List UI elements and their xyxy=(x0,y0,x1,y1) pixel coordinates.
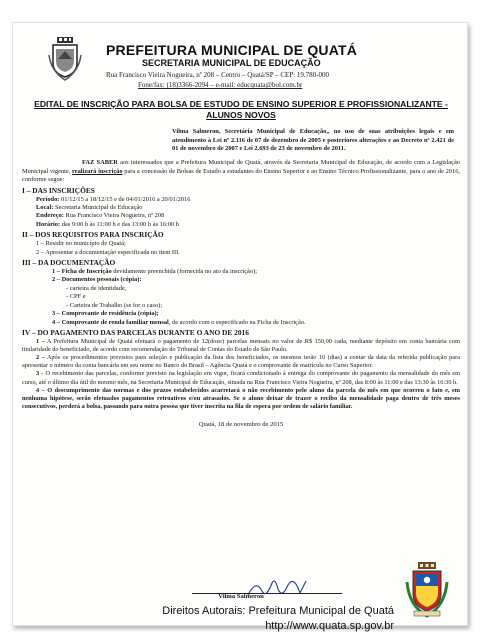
local-label: Local: xyxy=(36,204,54,212)
letterhead xyxy=(22,33,460,95)
doc-item-4 xyxy=(22,319,460,327)
doc-item-1-value: devidamente preenchida (fornecida no ato da inscrição); xyxy=(111,267,257,275)
document-content xyxy=(22,33,460,621)
org-address: Rua Francisco Vieira Nogueira, nº 208 – Centro – Quatá/SP – CEP: 19.780-000 xyxy=(106,71,329,79)
hours-value: das 9:00 h às 11:00 h e das 13:00 h às 16:00 h xyxy=(60,220,180,228)
p3-text: O recebimento das parcelas, conforme previsto na legislação em vigor, ficará condicionado à entrega do comprovante do pagamento da mensalidade do mês em curso, até o último dia útil do mesmo mês, na Secretaria Municipal de Educação, situada na Rua Francisco Vieira Nogueira, nº 208, das 8:00 às 11:00 e das 13:30 às 16:30 h. xyxy=(22,370,460,386)
requisito-2: 2 – Apresentar a documentação especificada no item III. xyxy=(36,248,180,256)
doc-identidade: - carteira de identidade, xyxy=(66,284,127,292)
pagamento-paragraph-1 xyxy=(22,338,460,354)
section-pagamento-title: IV – DO PAGAMENTO DAS PARCELAS DURANTE O ANO DE 2016 xyxy=(22,328,249,337)
org-contact: Fone/fax: (18)3366-2094 – e-mail: educquata@bol.com.br xyxy=(138,81,303,89)
intro-text-2: para a concessão de Bolsas de Estudo a estudantes do Ensino Superior e ao Ensino Técnico Profissionalizante, para o ano de 2016, conforme segue: xyxy=(22,167,460,184)
intro-text-1: aos interessados que a Prefeitura Municipal de Quatá, através da Secretaria Municipal de Educação, de acordo com a Legislação Municipal vigente, xyxy=(22,159,460,175)
hours-label: Horário: xyxy=(36,220,61,228)
requisito-1: 1 – Residir no município de Quatá; xyxy=(36,240,126,248)
p1-text: A Prefeitura Municipal de Quatá efetuará o pagamento de 12(doze) parcelas mensais no valor de R$ 150,00 cada, mediante depósito em conta bancária com titularidade do beneficiado, de acordo com recomendação do Tribunal de Contas do Estado de São Paulo. xyxy=(22,337,460,353)
p2-number: 2 – xyxy=(36,354,45,362)
p3-number: 3 - xyxy=(36,370,44,378)
website-link[interactable]: http://www.quata.sp.gov.br xyxy=(265,620,394,632)
intro-lead: FAZ SABER xyxy=(82,159,118,167)
pagamento-paragraph-2 xyxy=(22,354,460,370)
org-subtitle: SECRETARIA MUNICIPAL DE EDUCAÇÃO xyxy=(142,58,321,68)
doc-item-4-value: , de acordo com o especificado na Ficha de Inscrição. xyxy=(168,318,306,326)
doc-item-4-label: 4 – Comprovante de renda familiar mensal xyxy=(52,318,169,326)
section-inscricoes-title: I – DAS INSCRIÇÕES xyxy=(22,185,95,195)
edital-title: EDITAL DE INSCRIÇÃO PARA BOLSA DE ESTUDO DE ENSINO SUPERIOR E PROFISSIONALIZANTE - ALUNOS NOVOS xyxy=(34,99,448,120)
org-title: PREFEITURA MUNICIPAL DE QUATÁ xyxy=(106,42,358,58)
section-documentacao-title: III – DA DOCUMENTAÇÃO xyxy=(22,258,116,268)
intro-paragraph xyxy=(22,159,460,184)
local-row xyxy=(22,204,460,212)
p2-text: Após os procedimentos previstos para seleção e publicação da lista dos beneficiados, os mesmos terão 10 (dias) a contar da data da referida publicação para apresentar o número da conta bancária em seu nome no Banco do Brasil – Agência Quatá e o comprovante de matrícula no Curso Superior. xyxy=(22,354,460,370)
copyright-line: Direitos Autorais: Prefeitura Municipal de Quatá xyxy=(162,605,394,617)
address-row xyxy=(22,212,460,220)
address-label: Endereço: xyxy=(36,212,64,220)
period-value: 01/12/15 a 18/12/15 e de 04/01/2016 a 20/01/2016 xyxy=(59,195,191,203)
doc-item-2-label: 2 – Documentos pessoais (cópia): xyxy=(52,276,142,284)
document-date: Quatá, 18 de novembro de 2015 xyxy=(198,421,284,429)
address-value: Rua Francisco Vieira Nogueira, nº 208 xyxy=(63,212,165,220)
doc-item-2 xyxy=(22,276,460,284)
signer-name: Vilma Salmeron xyxy=(218,593,264,600)
section-requisitos-title: II – DOS REQUISITOS PARA INSCRIÇÃO xyxy=(22,230,164,240)
period-row xyxy=(22,196,460,204)
preamble: Vilma Salmeron, Secretária Municipal de Educação,, no uso de suas atribuições legais e em atendimento à Lei nº 2.116 de 07 de dezembro de 2005 e posteriores alterações e ao Decreto nº 2.421 de 01 de novembro de 2007 e Lei 2.693 de 23 de novembro de 2011. xyxy=(172,128,454,153)
p1-number: 1 – xyxy=(36,337,45,345)
doc-item-3 xyxy=(22,310,460,318)
doc-cpf: - CPF e xyxy=(66,293,86,301)
municipal-crest-icon xyxy=(48,37,82,81)
doc-item-1-label: 1 – Ficha de Inscrição xyxy=(52,267,112,275)
signature-block xyxy=(22,573,460,603)
doc-carteira-trabalho: - Carteira de Trabalho (se for o caso); xyxy=(66,301,163,309)
pagamento-paragraph-4: 4 – O descumprimento das normas e dos prazos estabelecidos acarretará o não recebimento pelo aluno da parcela do mês em que ocorreu o fato e, em nenhuma hipótese, serão efetuados pagamentos retroativos e/ou atrasados. Se o aluno deixar de trazer o recibo da mensalidade paga dentro de três meses consecutivos, perderá a bolsa, passando para outra pessoa que tiver inscrita na fila de espera por ordem de salário familiar. xyxy=(22,386,460,411)
intro-emphasis: realizará inscrição xyxy=(72,167,123,175)
local-value: Secretaria Municipal de Educação xyxy=(53,204,143,212)
doc-item-1 xyxy=(22,268,460,276)
doc-item-3-label: 3 – Comprovante de residência (cópia); xyxy=(52,310,159,318)
period-label: Período: xyxy=(36,195,60,203)
hours-row xyxy=(22,221,460,229)
municipal-coat-of-arms-icon xyxy=(404,562,450,618)
copyright-watermark xyxy=(108,604,394,636)
pagamento-paragraph-3 xyxy=(22,370,460,386)
